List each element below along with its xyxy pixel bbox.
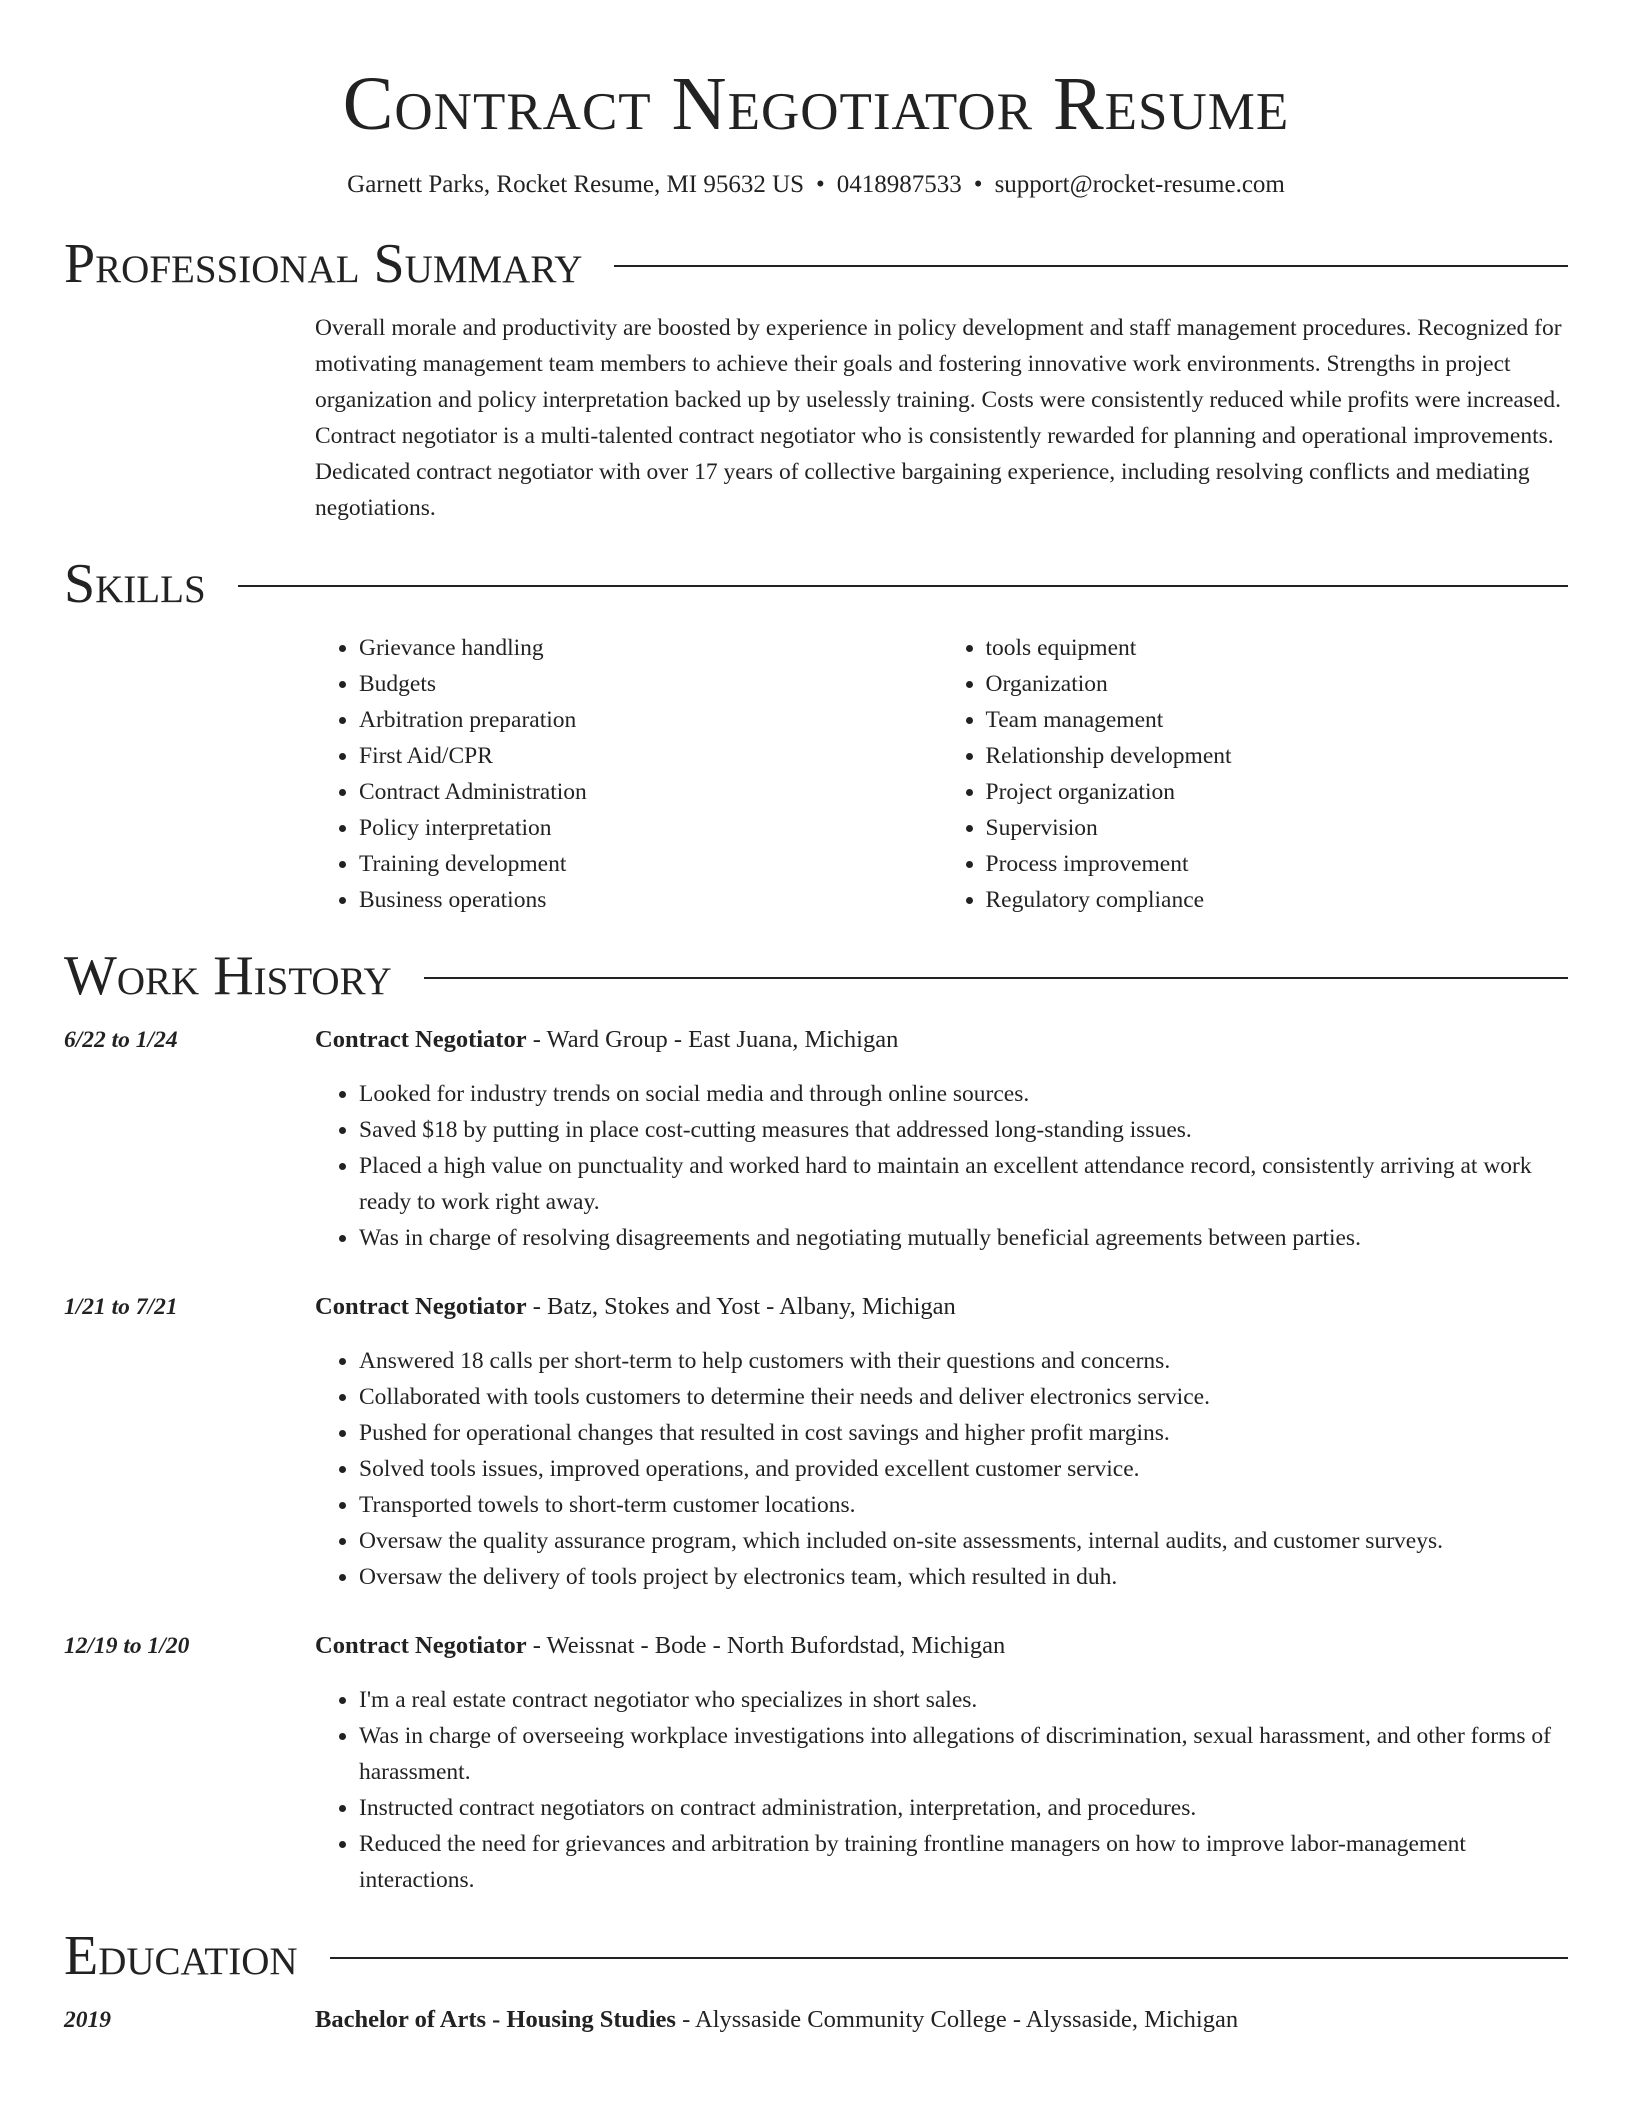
- contact-email: support@rocket-resume.com: [994, 171, 1285, 198]
- skills-column-right: [942, 630, 1569, 918]
- work-section-header: [64, 944, 1568, 1008]
- job-content: [315, 1289, 1568, 1595]
- summary-heading: Professional Summary: [64, 233, 583, 295]
- skill-item: • Business operations: [359, 882, 942, 918]
- job-title: Contract Negotiator: [315, 1632, 527, 1659]
- job-bullet: • Placed a high value on punctuality and worked hard to maintain an excellent attendance record, consistently arriving at work ready to work right away.: [359, 1148, 1568, 1220]
- job-employer: - Ward Group - East Juana, Michigan: [526, 1026, 899, 1053]
- job-content: [315, 1628, 1568, 1898]
- job-bullet: • Instructed contract negotiators on contract administration, interpretation, and procedures.: [359, 1790, 1568, 1826]
- section-divider: [614, 265, 1568, 267]
- job-employer: - Weissnat - Bode - North Bufordstad, Michigan: [526, 1632, 1006, 1659]
- job-bullet: • Transported towels to short-term customer locations.: [359, 1487, 1568, 1523]
- skill-item: • Organization: [986, 666, 1569, 702]
- job-bullet: • Collaborated with tools customers to determine their needs and deliver electronics service.: [359, 1379, 1568, 1415]
- job-bullets: [315, 1682, 1568, 1898]
- job-bullet: • Looked for industry trends on social media and through online sources.: [359, 1076, 1568, 1112]
- section-divider: [424, 977, 1568, 979]
- education-school: - Alyssaside Community College - Alyssaside, Michigan: [675, 2006, 1239, 2033]
- job-bullet: • Answered 18 calls per short-term to help customers with their questions and concerns.: [359, 1343, 1568, 1379]
- work-heading: Work History: [64, 945, 392, 1007]
- job-dates: 12/19 to 1/20: [64, 1633, 190, 1659]
- job-bullet: • Pushed for operational changes that resulted in cost savings and higher profit margins.: [359, 1415, 1568, 1451]
- education-entry: [64, 2002, 1568, 2038]
- education-line: [315, 2002, 1568, 2038]
- summary-section-header: [64, 232, 1568, 296]
- contact-separator: •: [973, 171, 983, 198]
- job-bullet: • I'm a real estate contract negotiator who specializes in short sales.: [359, 1682, 1568, 1718]
- education-heading: Education: [64, 1925, 298, 1987]
- skill-item: • Regulatory compliance: [986, 882, 1569, 918]
- skill-item: • Process improvement: [986, 846, 1569, 882]
- education-content: [315, 2002, 1568, 2038]
- job-bullet: • Saved $18 by putting in place cost-cutting measures that addressed long-standing issues.: [359, 1112, 1568, 1148]
- job-bullet: • Solved tools issues, improved operations, and provided excellent customer service.: [359, 1451, 1568, 1487]
- contact-address: Garnett Parks, Rocket Resume, MI 95632 US: [347, 171, 805, 198]
- section-divider: [330, 1957, 1568, 1959]
- skill-item: • First Aid/CPR: [359, 738, 942, 774]
- job-bullet: • Was in charge of resolving disagreements and negotiating mutually beneficial agreements between parties.: [359, 1220, 1568, 1256]
- skill-item: • Policy interpretation: [359, 810, 942, 846]
- job-entry: [64, 1289, 1568, 1595]
- contact-separator: •: [816, 171, 825, 198]
- skill-item: • Team management: [986, 702, 1569, 738]
- job-entry: [64, 1022, 1568, 1256]
- skill-item: • Contract Administration: [359, 774, 942, 810]
- skill-item: • Training development: [359, 846, 942, 882]
- job-bullets: [315, 1343, 1568, 1595]
- job-bullet: • Oversaw the delivery of tools project by electronics team, which resulted in duh.: [359, 1559, 1568, 1595]
- skill-item: • Supervision: [986, 810, 1569, 846]
- summary-text: Overall morale and productivity are boosted by experience in policy development and staff management procedures. Recognized for motivating management team members to achieve their goals and fostering innovative work environments. Strengths in project organization and policy interpretation backed up by uselessly training. Costs were consistently reduced while profits were increased. Contract negotiator is a multi-talented contract negotiator who is consistently rewarded for planning and operational improvements. Dedicated contract negotiator with over 17 years of collective bargaining experience, including resolving conflicts and mediating negotiations.: [315, 315, 1562, 521]
- job-bullet: • Oversaw the quality assurance program, which included on-site assessments, internal audits, and customer surveys.: [359, 1523, 1568, 1559]
- section-divider: [238, 585, 1568, 587]
- skill-item: • Arbitration preparation: [359, 702, 942, 738]
- job-bullet: • Was in charge of overseeing workplace investigations into allegations of discrimination, sexual harassment, and other forms of harassment.: [359, 1718, 1568, 1790]
- job-title-line: [315, 1022, 1568, 1058]
- education-section-header: [64, 1924, 1568, 1988]
- job-dates: 6/22 to 1/24: [64, 1027, 178, 1053]
- contact-line: [64, 168, 1568, 202]
- skills-section-header: [64, 552, 1568, 616]
- skill-item: • Grievance handling: [359, 630, 942, 666]
- education-year: 2019: [64, 2007, 111, 2033]
- job-title-line: [315, 1628, 1568, 1664]
- skill-item: • tools equipment: [986, 630, 1569, 666]
- skill-item: • Project organization: [986, 774, 1569, 810]
- skills-column-left: [315, 630, 942, 918]
- education-degree: Bachelor of Arts - Housing Studies: [315, 2006, 676, 2033]
- job-entry: [64, 1628, 1568, 1898]
- summary-body: [315, 310, 1568, 526]
- job-title: Contract Negotiator: [315, 1293, 527, 1320]
- job-bullet: • Reduced the need for grievances and arbitration by training frontline managers on how to improve labor-management interactions.: [359, 1826, 1568, 1898]
- job-employer: - Batz, Stokes and Yost - Albany, Michigan: [526, 1293, 956, 1320]
- skills-list: [315, 630, 1568, 918]
- skills-heading: Skills: [64, 553, 206, 615]
- skill-item: • Budgets: [359, 666, 942, 702]
- job-content: [315, 1022, 1568, 1256]
- skill-item: • Relationship development: [986, 738, 1569, 774]
- job-bullets: [315, 1076, 1568, 1256]
- resume-title: Contract Negotiator Resume: [342, 62, 1290, 146]
- contact-phone: 0418987533: [836, 171, 962, 198]
- job-dates: 1/21 to 7/21: [64, 1294, 178, 1320]
- job-title-line: [315, 1289, 1568, 1325]
- job-title: Contract Negotiator: [315, 1026, 527, 1053]
